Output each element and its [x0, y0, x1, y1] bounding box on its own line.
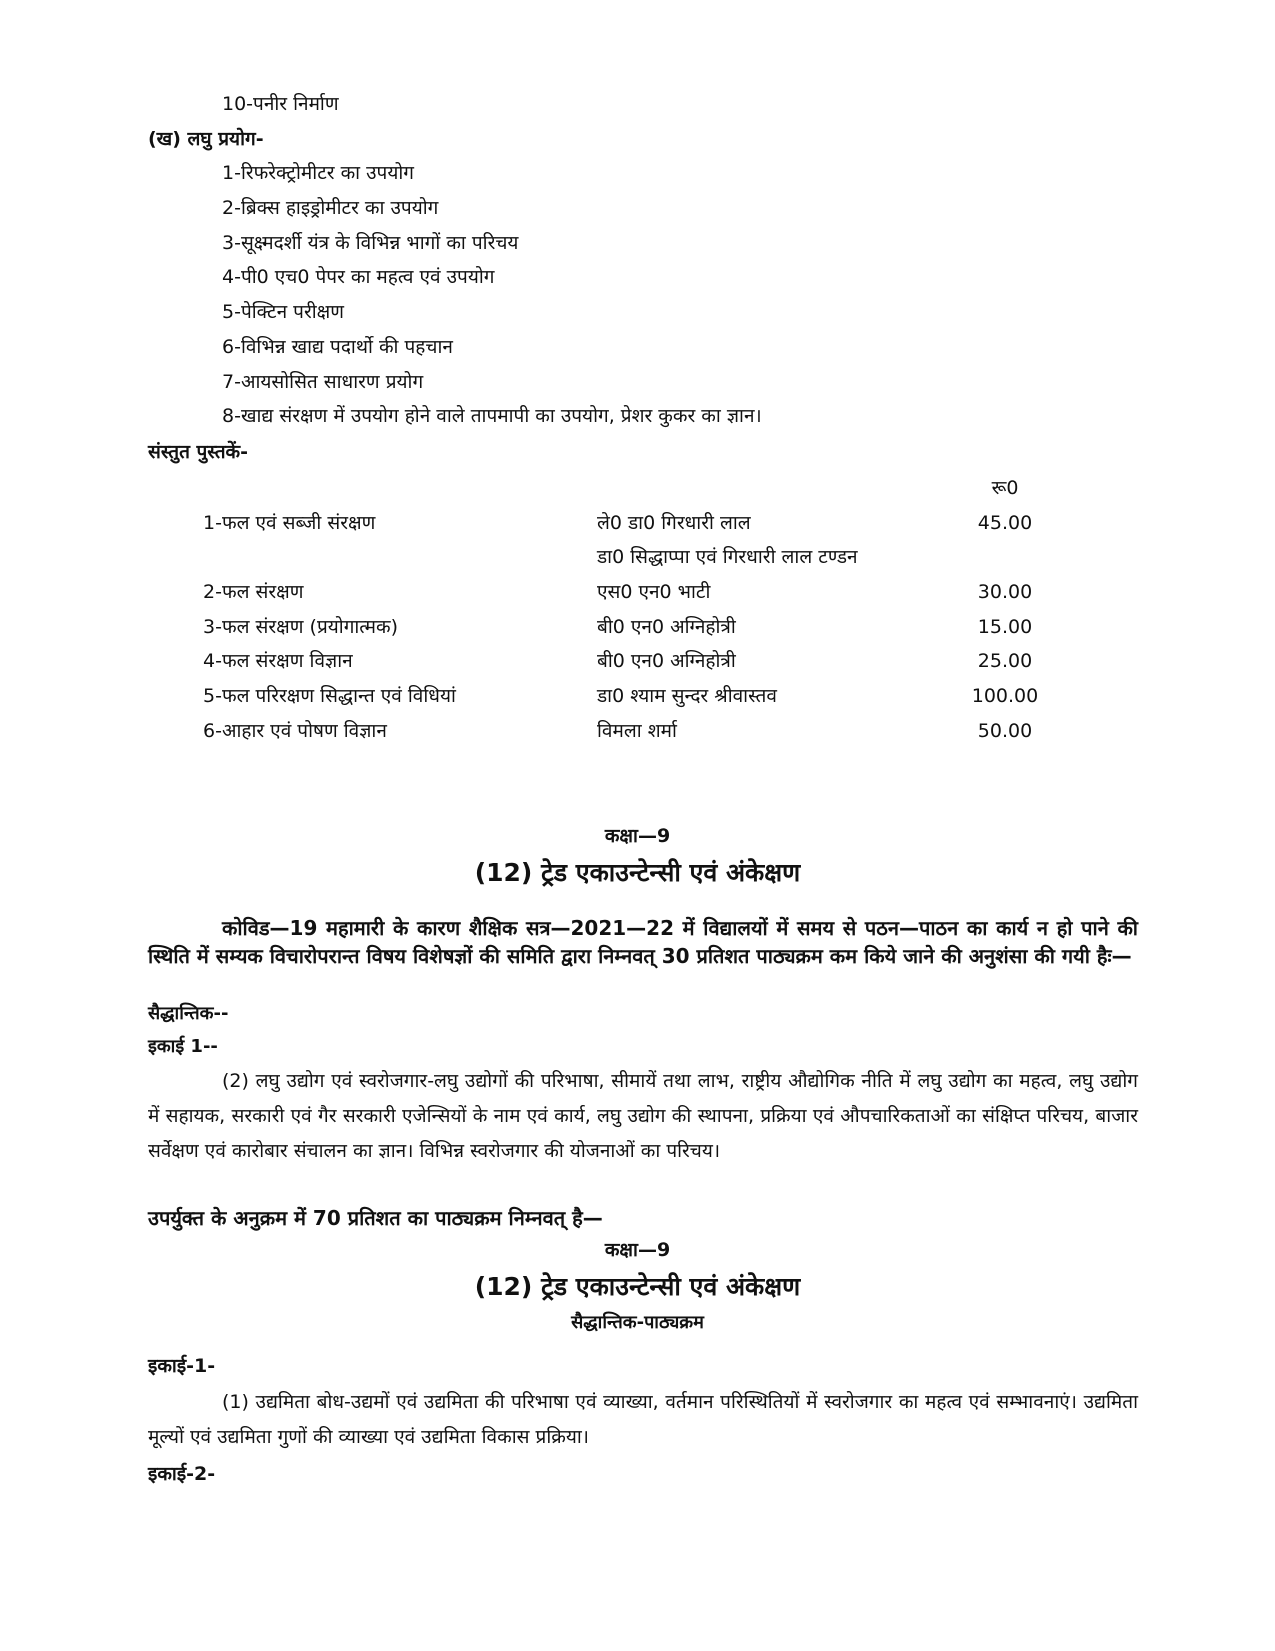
book-title: 2-फल संरक्षण	[203, 581, 304, 603]
mini-experiment-item: 7-आयसोसित साधारण प्रयोग	[222, 371, 424, 393]
book-price: 45.00	[977, 512, 1033, 534]
book-price: 25.00	[977, 650, 1033, 672]
section-b-heading: (ख) लघु प्रयोग-	[148, 128, 264, 150]
book-title: 4-फल संरक्षण विज्ञान	[203, 650, 353, 672]
unit-1-label: इकाई-1-	[148, 1355, 216, 1377]
book-price: 100.00	[971, 685, 1039, 707]
class-label: कक्षा—9	[604, 825, 671, 847]
mini-experiment-item: 2-ब्रिक्स हाइड्रोमीटर का उपयोग	[222, 197, 439, 219]
unit-2-label: इकाई-2-	[148, 1463, 216, 1485]
covid-notice: कोविड—19 महामारी के कारण शैक्षिक सत्र—2021—22 में विद्यालयों में समय से पठन—पाठन का कार्य न हो पाने की स्थिति में सम्यक विचारोपरान्त विषय विशेषज्ञों की समिति द्वारा निम्नवत् 30 प्रतिशत पाठ्यक्रम कम किये जाने की अनुशंसा की गयी हैः—	[148, 916, 1138, 968]
subject-title: (12) ट्रेड एकाउन्टेन्सी एवं अंकेक्षण	[474, 1272, 801, 1301]
book-title: 6-आहार एवं पोषण विज्ञान	[203, 720, 387, 742]
mini-experiment-item: 5-पेक्टिन परीक्षण	[222, 301, 345, 323]
subject-title: (12) ट्रेड एकाउन्टेन्सी एवं अंकेक्षण	[474, 858, 801, 887]
mini-experiment-item: 4-पी0 एच0 पेपर का महत्व एवं उपयोग	[222, 266, 495, 288]
mini-experiment-item: 3-सूक्ष्मदर्शी यंत्र के विभिन्न भागों का परिचय	[222, 232, 519, 254]
book-author: ले0 डा0 गिरधारी लाल	[597, 512, 751, 534]
book-title: 5-फल परिरक्षण सिद्धान्त एवं विधियां	[203, 685, 456, 707]
followup-statement: उपर्युक्त के अनुक्रम में 70 प्रतिशत का पाठ्यक्रम निम्नवत् है—	[148, 1206, 603, 1230]
mini-experiment-item: 8-खाद्य संरक्षण में उपयोग होने वाले तापमापी का उपयोग, प्रेशर कुकर का ज्ञान।	[222, 405, 762, 427]
unit-1-label: इकाई 1--	[148, 1036, 218, 1057]
practical-item-10: 10-पनीर निर्माण	[222, 93, 339, 115]
book-author: डा0 सिद्धाप्पा एवं गिरधारी लाल टण्डन	[597, 546, 858, 568]
book-title: 3-फल संरक्षण (प्रयोगात्मक)	[203, 616, 399, 638]
book-price: 50.00	[977, 720, 1033, 742]
book-author: विमला शर्मा	[597, 720, 677, 742]
mini-experiment-item: 1-रिफरेक्ट्रोमीटर का उपयोग	[222, 162, 414, 184]
currency-header: रू0	[991, 477, 1019, 499]
recommended-books-heading: संस्तुत पुस्तकें-	[148, 441, 249, 463]
book-title: 1-फल एवं सब्जी संरक्षण	[203, 512, 376, 534]
unit-1-description: (2) लघु उद्योग एवं स्वरोजगार-लघु उद्योगों की परिभाषा, सीमायें तथा लाभ, राष्ट्रीय औद्योगिक नीति में लघु उद्योग का महत्व, लघु उद्योग में सहायक, सरकारी एवं गैर सरकारी एजेन्सियों के नाम एवं कार्य, लघु उद्योग की स्थापना, प्रक्रिया एवं औपचारिकताओं का संक्षिप्त परिचय, बाजार सर्वेक्षण एवं कारोबार संचालन का ज्ञान। विभिन्न स्वरोजगार की योजनाओं का परिचय।	[148, 1070, 1138, 1162]
book-price: 15.00	[977, 616, 1033, 638]
unit-1-description: (1) उद्यमिता बोध-उद्यमों एवं उद्यमिता की परिभाषा एवं व्याख्या, वर्तमान परिस्थितियों में स्वरोजगार का महत्व एवं सम्भावनाएं। उद्यमिता मूल्यों एवं उद्यमिता गुणों की व्याख्या एवं उद्यमिता विकास प्रक्रिया।	[148, 1391, 1138, 1448]
book-author: बी0 एन0 अग्निहोत्री	[597, 616, 736, 638]
mini-experiment-item: 6-विभिन्न खाद्य पदार्थो की पहचान	[222, 336, 453, 358]
class-label: कक्षा—9	[604, 1239, 671, 1261]
theory-label: सैद्धान्तिक--	[148, 1003, 229, 1024]
book-author: डा0 श्याम सुन्दर श्रीवास्तव	[597, 685, 777, 707]
book-price: 30.00	[977, 581, 1033, 603]
book-author: बी0 एन0 अग्निहोत्री	[597, 650, 736, 672]
syllabus-subtitle: सैद्धान्तिक-पाठ्यक्रम	[571, 1312, 704, 1333]
book-author: एस0 एन0 भाटी	[597, 581, 711, 603]
